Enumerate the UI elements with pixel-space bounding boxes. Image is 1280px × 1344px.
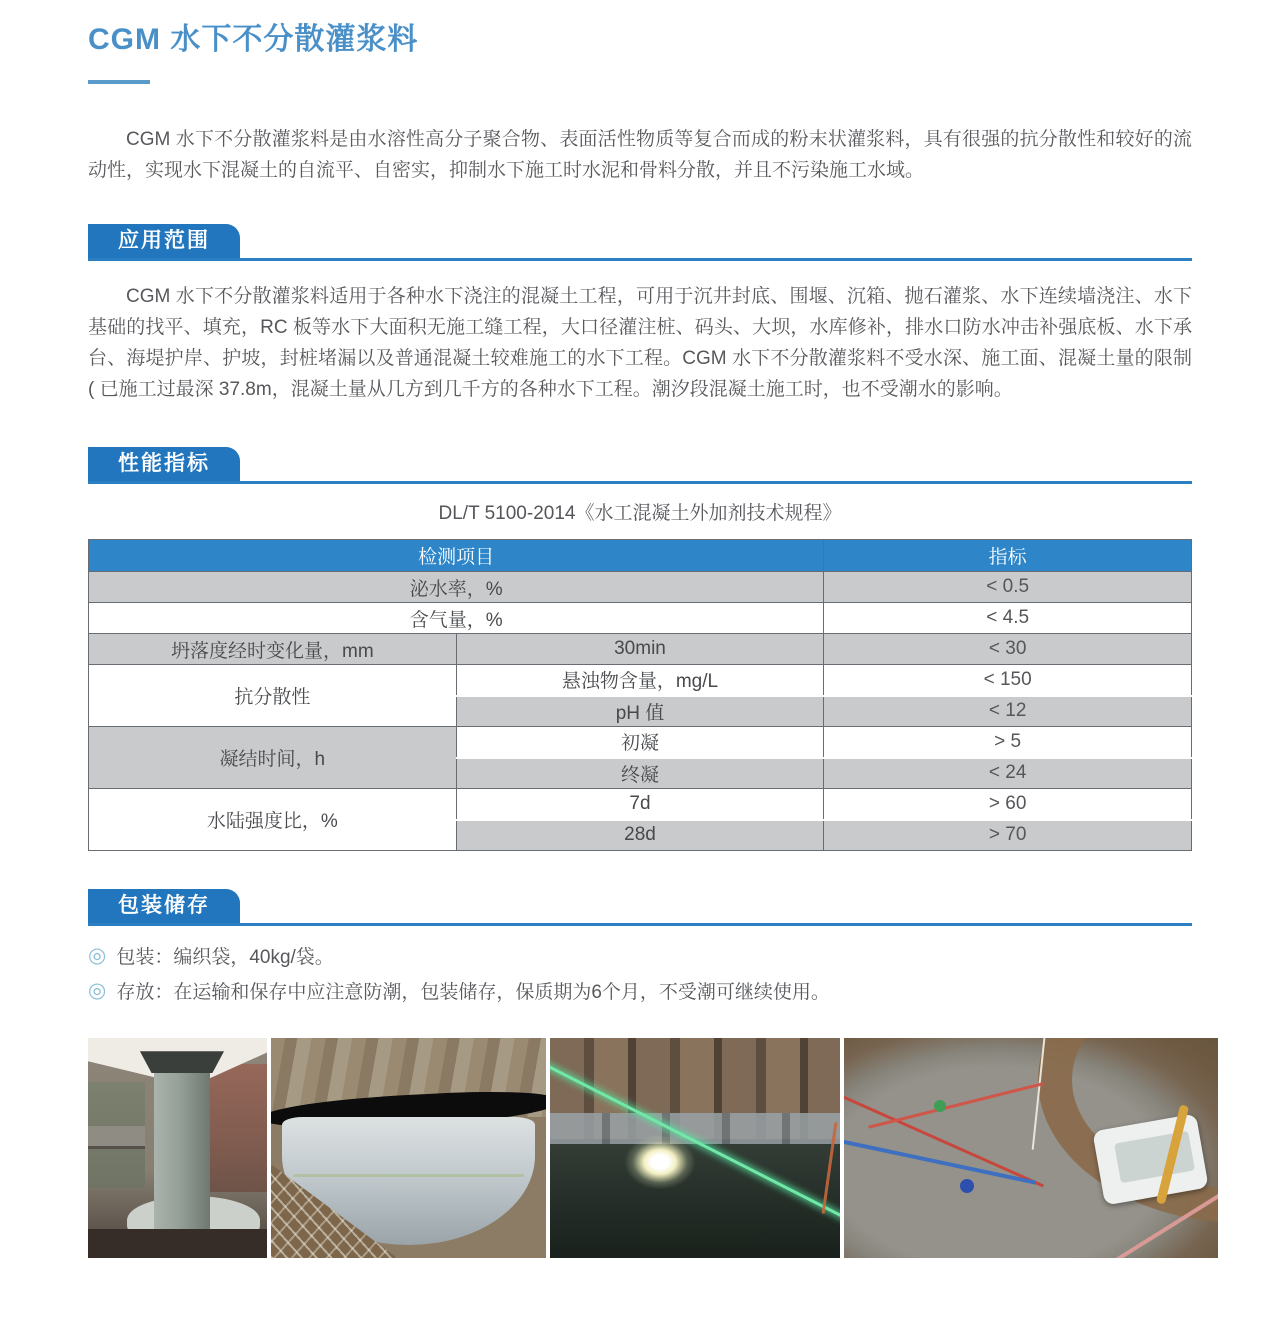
- section-header-packaging: [88, 889, 1192, 926]
- cell-7d-sub: 7d: [456, 789, 824, 820]
- intro-paragraph: CGM 水下不分散灌浆料是由水溶性高分子聚合物、表面活性物质等复合而成的粉末状灌浆料，具有很强的抗分散性和较好的流动性，实现水下混凝土的自流平、自密实，抑制水下施工时水泥和骨料分散，并且不污染施工水域。: [88, 129, 1192, 181]
- performance-badge: 性能指标: [88, 447, 240, 481]
- application-badge: 应用范围: [88, 224, 240, 258]
- ring-bullet-icon: ◎: [88, 944, 107, 967]
- pier-column-photo: [88, 1038, 267, 1258]
- bullet-text: 包装：编织袋，40kg/袋。: [116, 947, 334, 968]
- list-item: [88, 977, 1192, 1004]
- night-laser-piers-photo: [550, 1038, 840, 1258]
- application-paragraph: CGM 水下不分散灌浆料适用于各种水下浇注的混凝土工程，可用于沉井封底、围堰、沉箱、抛石灌浆、水下连续墙浇注、水下基础的找平、填充，RC 板等水下大面积无施工缝工程，大口径灌注桩、码头、大坝，水库修补，排水口防水冲击补强底板、水下承台、海堤护岸、护坡，封桩堵漏以及普通混凝土较难施工的水下工程。CGM 水下不分散灌浆料不受水深、施工面、混凝土量的限制 ( 已施工过最深 37.8m，混凝土量从几方到几千方的各种水下工程。潮汐段混凝土施工时，也不受潮水的影响。: [88, 286, 1192, 400]
- caisson-pit-photo: [844, 1038, 1218, 1258]
- collar-band: [293, 1174, 524, 1177]
- table-header-row: [89, 540, 1192, 572]
- cell-suspended-value: < 150: [824, 665, 1192, 696]
- bullet-text: 存放：在运输和保存中应注意防潮，包装储存，保质期为6个月，不受潮可继续使用。: [116, 982, 830, 1003]
- header-cell-item: 检测项目: [89, 540, 824, 572]
- cell-28d-value: > 70: [824, 820, 1192, 851]
- pier-cap: [140, 1051, 224, 1073]
- cell-antidispersion-label: 抗分散性: [89, 665, 457, 727]
- photo-strip: [88, 1038, 1218, 1258]
- cell-28d-sub: 28d: [456, 820, 824, 851]
- packaging-badge: 包装储存: [88, 889, 240, 923]
- packaging-bullets: [88, 942, 1192, 1004]
- cell-ph-value: < 12: [824, 696, 1192, 727]
- cell-ph-sub: pH 值: [456, 696, 824, 727]
- table-row: [89, 727, 1192, 758]
- cell-final-sub: 终凝: [456, 758, 824, 789]
- title-underline: [88, 80, 150, 84]
- cell-7d-value: > 60: [824, 789, 1192, 820]
- page-title: CGM 水下不分散灌浆料: [88, 23, 419, 56]
- cell-suspended-sub: 悬浊物含量，mg/L: [456, 665, 824, 696]
- cell-bleeding-label: 泌水率，%: [89, 572, 824, 603]
- cell-ratio-label: 水陆强度比，%: [89, 789, 457, 851]
- section-header-performance: [88, 447, 1192, 484]
- cell-final-value: < 24: [824, 758, 1192, 789]
- foreground-shadow: [88, 1229, 267, 1258]
- cell-bleeding-value: < 0.5: [824, 572, 1192, 603]
- cell-initial-sub: 初凝: [456, 727, 824, 758]
- cell-air-label: 含气量，%: [89, 603, 824, 634]
- cell-slump-label: 坍落度经时变化量，mm: [89, 634, 457, 665]
- list-item: [88, 942, 1192, 969]
- work-light: [625, 1135, 695, 1189]
- steel-beam: [88, 1126, 145, 1146]
- performance-table: [88, 539, 1192, 851]
- header-cell-value: 指标: [824, 540, 1192, 572]
- pier-column: [154, 1067, 209, 1230]
- green-marker: [934, 1100, 946, 1112]
- cell-setting-label: 凝结时间，h: [89, 727, 457, 789]
- standard-caption: DL/T 5100-2014《水工混凝土外加剂技术规程》: [438, 503, 842, 524]
- cell-slump-sub: 30min: [456, 634, 824, 665]
- blue-marker: [960, 1179, 974, 1193]
- cell-slump-value: < 30: [824, 634, 1192, 665]
- table-row: [89, 789, 1192, 820]
- table-row: [89, 665, 1192, 696]
- table-row: [89, 603, 1192, 634]
- pier-base-closeup-photo: [271, 1038, 546, 1258]
- ring-bullet-icon: ◎: [88, 979, 107, 1002]
- section-header-application: [88, 224, 1192, 261]
- cell-initial-value: > 5: [824, 727, 1192, 758]
- table-row: [89, 572, 1192, 603]
- table-row: [89, 634, 1192, 665]
- cell-air-value: < 4.5: [824, 603, 1192, 634]
